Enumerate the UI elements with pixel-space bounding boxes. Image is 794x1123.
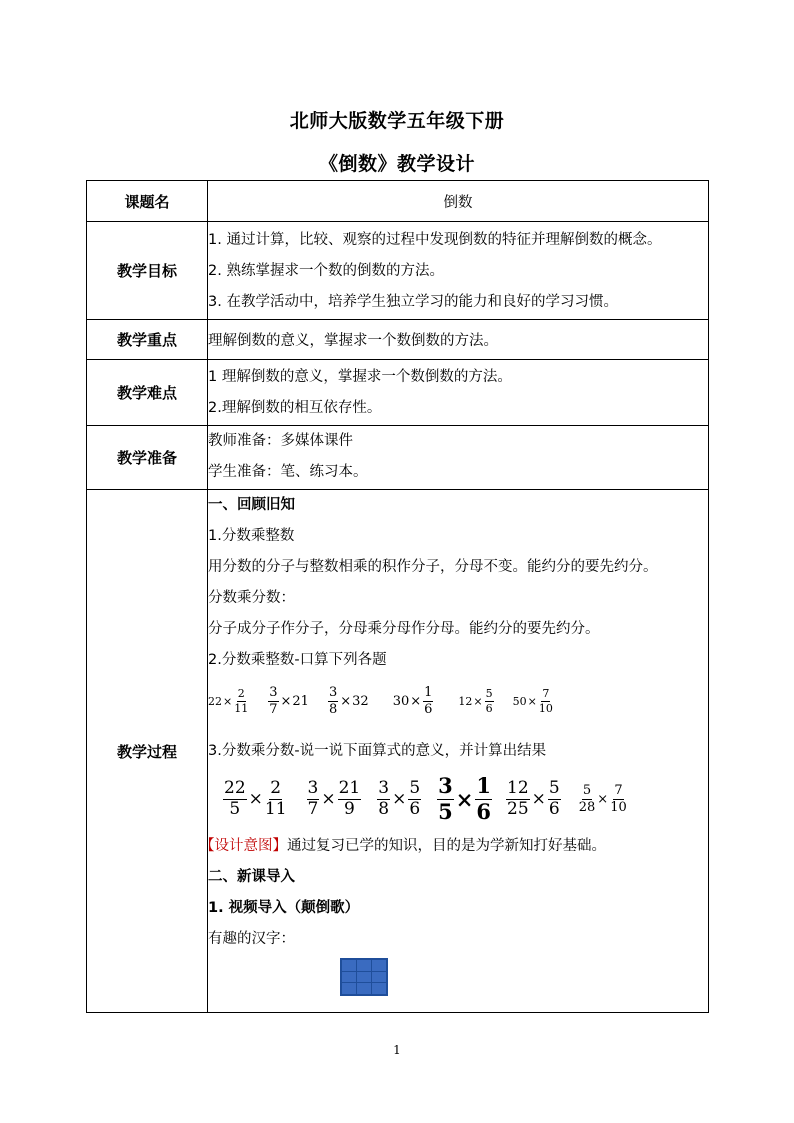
process-text: 2.分数乘整数-口算下列各题 bbox=[208, 652, 387, 668]
objective-item: 1. 通过计算，比较、观察的过程中发现倒数的特征并理解倒数的概念。 bbox=[208, 232, 662, 248]
process-text: 分数乘分数： bbox=[208, 590, 295, 606]
value-key-points: 理解倒数的意义，掌握求一个数倒数的方法。 bbox=[208, 320, 709, 360]
expression: 30 × $\frac{1}{6}$ bbox=[392, 684, 433, 717]
label-process: 教学过程 bbox=[87, 490, 208, 1013]
expression: $\frac{12}{25}$ × $\frac{5}{6}$ bbox=[507, 777, 560, 819]
preparation-item: 教师准备：多媒体课件 bbox=[208, 433, 353, 449]
process-text: 用分数的分子与整数相乘的积作分子，分母不变。能约分的要先约分。 bbox=[208, 559, 658, 575]
expression: $\frac{3}{8}$ × 32 bbox=[328, 684, 369, 717]
expression: $\frac{3}{7}$ × $\frac{21}{9}$ bbox=[307, 777, 361, 819]
design-intent-tag: 【设计意图】 bbox=[200, 838, 287, 854]
label-key-points: 教学重点 bbox=[87, 320, 208, 360]
objective-item: 3. 在教学活动中，培养学生独立学习的能力和良好的学习习惯。 bbox=[208, 294, 618, 310]
preparation-item: 学生准备：笔、练习本。 bbox=[208, 464, 368, 480]
row-difficulties bbox=[87, 360, 709, 426]
row-preparation bbox=[87, 426, 709, 490]
lesson-plan-table bbox=[86, 180, 709, 1013]
design-intent bbox=[200, 831, 708, 862]
expression: $\frac{3}{8}$ × $\frac{5}{6}$ bbox=[378, 777, 421, 819]
label-topic: 课题名 bbox=[87, 181, 208, 222]
expression: 22 × $\frac{2}{11}$ bbox=[208, 686, 249, 715]
process-subheading: 1. 视频导入（颠倒歌） bbox=[208, 900, 360, 916]
difficulty-item: 2.理解倒数的相互依存性。 bbox=[208, 400, 382, 416]
label-preparation: 教学准备 bbox=[87, 426, 208, 490]
document-title: 北师大版数学五年级下册 bbox=[289, 110, 505, 132]
expression: $\frac{22}{5}$ × $\frac{2}{11}$ bbox=[224, 777, 287, 819]
process-text: 1.分数乘整数 bbox=[208, 528, 295, 544]
page-number: 1 bbox=[393, 1043, 401, 1057]
value-difficulties bbox=[208, 360, 709, 426]
section-heading: 一、回顾旧知 bbox=[208, 497, 295, 513]
value-process bbox=[200, 490, 709, 1013]
expression: 12 × $\frac{5}{6}$ bbox=[458, 686, 493, 715]
label-difficulties: 教学难点 bbox=[87, 360, 208, 426]
value-preparation bbox=[208, 426, 709, 490]
design-intent-text: 通过复习已学的知识，目的是为学新知打好基础。 bbox=[287, 838, 606, 854]
value-objectives bbox=[208, 222, 709, 320]
document-subtitle: 《倒数》教学设计 bbox=[318, 153, 475, 175]
process-text: 有趣的汉字： bbox=[208, 931, 295, 947]
exercise-row-1 bbox=[208, 676, 708, 726]
objective-item: 2. 熟练掌握求一个数的倒数的方法。 bbox=[208, 263, 444, 279]
label-objectives: 教学目标 bbox=[87, 222, 208, 320]
chinese-characters-image bbox=[340, 958, 388, 996]
process-text: 3.分数乘分数-说一说下面算式的意义，并计算出结果 bbox=[208, 743, 547, 759]
expression: $\frac{5}{28}$ × $\frac{7}{10}$ bbox=[578, 782, 627, 815]
expression: 50 × $\frac{7}{10}$ bbox=[512, 686, 553, 715]
row-key-points bbox=[87, 320, 709, 360]
exercise-row-2 bbox=[208, 767, 708, 831]
row-objectives bbox=[87, 222, 709, 320]
expression: $\frac{3}{5}$ × $\frac{1}{6}$ bbox=[438, 773, 492, 824]
section-heading: 二、新课导入 bbox=[208, 869, 295, 885]
row-process bbox=[87, 490, 709, 1013]
row-topic bbox=[87, 181, 709, 222]
expression: $\frac{3}{7}$ × 21 bbox=[269, 684, 309, 717]
difficulty-item: 1 理解倒数的意义，掌握求一个数倒数的方法。 bbox=[208, 369, 512, 385]
value-topic: 倒数 bbox=[208, 181, 709, 222]
process-text: 分子成分子作分子，分母乘分母作分母。能约分的要先约分。 bbox=[208, 621, 600, 637]
